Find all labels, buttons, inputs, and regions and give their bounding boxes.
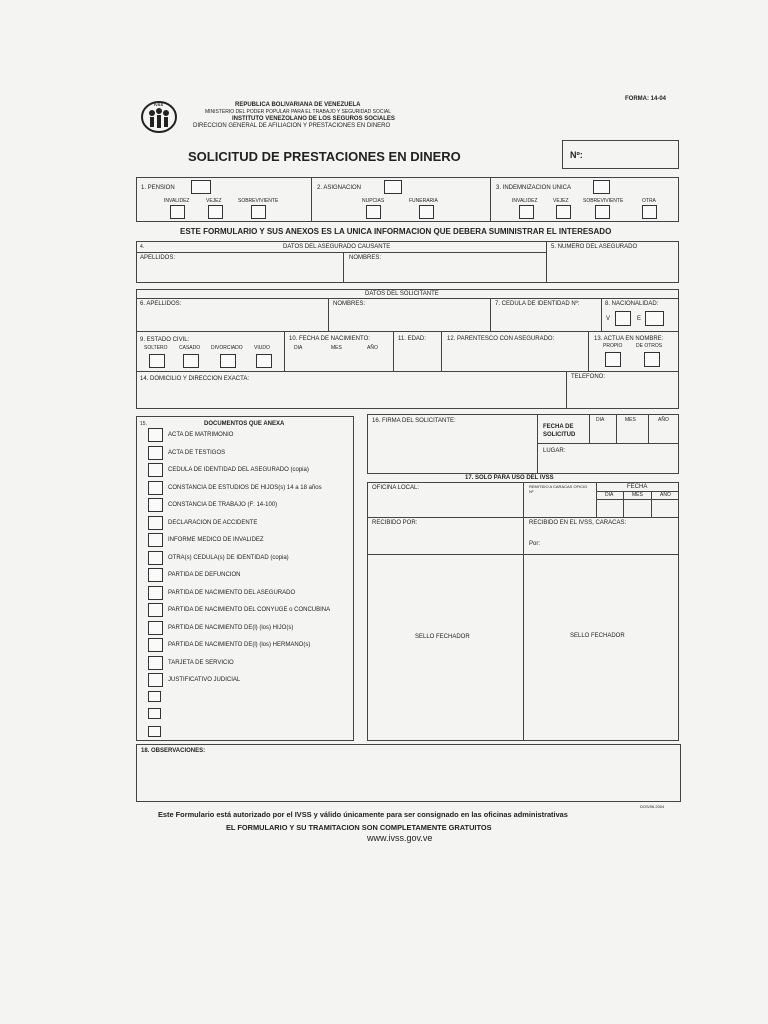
info-banner: ESTE FORMULARIO Y SUS ANEXOS ES LA UNICA INFORMACION QUE DEBERA SUMINISTRAR EL INTERESADO [180,227,612,236]
numero-label: Nº: [570,150,583,160]
pension-opt-sobreviviente: SOBREVIVIENTE [238,198,279,204]
documento-label: OTRA(s) CEDULA(s) DE IDENTIDAD (copia) [168,554,289,561]
documentos-title: DOCUMENTOS QUE ANEXA [204,421,285,427]
asegurado-num: 4. [140,244,145,250]
parentesco-label: 12. PARENTESCO CON ASEGURADO: [447,336,555,342]
documento-label: CONSTANCIA DE TRABAJO (F: 14-100) [168,502,278,508]
header-line-3: INSTITUTO VENEZOLANO DE LOS SEGUROS SOCIALES [232,116,395,122]
sello-fechador-2: SELLO FECHADOR [570,633,625,639]
asignacion-nupcias-checkbox[interactable] [366,205,381,219]
solicitante-apellidos-label: 6. APELLIDOS: [140,301,182,307]
footer-line-2: EL FORMULARIO Y SU TRAMITACION SON COMPLETAMENTE GRATUITOS [226,823,492,832]
documento-checkbox[interactable] [148,463,163,477]
asignacion-opt-funeraria: FUNERARIA [409,198,438,204]
casado-checkbox[interactable] [183,354,199,368]
ivss-logo [140,100,178,134]
recibido-por-label: RECIBIDO POR: [372,520,418,526]
fecha-nac-label: 10. FECHA DE NACIMIENTO: [289,336,370,342]
documento-checkbox[interactable] [148,516,163,530]
documento-checkbox[interactable] [148,638,163,652]
nac-v-label: V [606,316,611,322]
documento-checkbox[interactable] [148,603,163,617]
indem-opt-otra: OTRA [642,198,656,204]
observaciones-label: 18. OBSERVACIONES: [141,748,206,754]
soltero-checkbox[interactable] [149,354,165,368]
asegurado-numero-label: 5. NUMERO DEL ASEGURADO [551,244,638,250]
indemnizacion-checkbox[interactable] [593,180,610,194]
documento-label: PARTIDA DE NACIMIENTO DEL ASEGURADO [168,589,296,596]
pension-label: 1. PENSION [141,185,175,191]
pension-invalidez-checkbox[interactable] [170,205,185,219]
ivss-fecha-ano: AÑO [660,492,671,498]
asegurado-numero-field[interactable] [548,252,677,282]
indemnizacion-label: 3. INDEMNIZACION UNICA [496,185,572,191]
lugar-label: LUGAR: [543,448,566,454]
firma-fecha-field[interactable] [591,425,677,442]
actua-propio: PROPIO [603,343,623,349]
documento-checkbox[interactable] [148,568,163,582]
documento-label: PARTIDA DE DEFUNCION [168,572,241,578]
actua-otros-checkbox[interactable] [644,352,660,367]
firma-label: 16. FIRMA DEL SOLICITANTE: [372,418,456,424]
documento-label: CONSTANCIA DE ESTUDIOS DE HIJOS(s) 14 a 18 años [168,484,322,491]
asignacion-funeraria-checkbox[interactable] [419,205,434,219]
documento-checkbox[interactable] [148,586,163,600]
parentesco-field[interactable] [443,344,586,369]
documento-checkbox[interactable] [148,533,163,547]
documento-checkbox[interactable] [148,726,161,737]
pension-sobreviviente-checkbox[interactable] [251,205,266,219]
documento-label: TARJETA DE SERVICIO [168,659,234,666]
fecha-nac-mes: MES [331,345,342,351]
solicitante-title: DATOS DEL SOLICITANTE [365,291,439,297]
nac-e-checkbox[interactable] [645,311,664,326]
nacionalidad-label: 8. NACIONALIDAD: [605,301,659,307]
observaciones-field[interactable] [138,757,679,800]
indem-vejez-checkbox[interactable] [556,205,571,219]
documento-checkbox[interactable] [148,656,163,670]
solicitante-nombres-label: NOMBRES: [333,301,366,307]
asignacion-opt-nupcias: NUPCIAS [362,198,385,204]
documento-checkbox[interactable] [148,481,163,495]
por-label: Por: [529,541,541,547]
form-code: DOS/06.2004 [640,804,665,809]
estado-divorciado: DIVORCIADO [211,345,243,351]
indem-opt-sobreviviente: SOBREVIVIENTE [583,198,624,204]
documento-checkbox[interactable] [148,446,163,460]
ivss-title: 17. SOLO PARA USO DEL IVSS [465,475,554,481]
asegurado-apellidos-field[interactable] [138,262,341,282]
firma-fecha-dia: DIA [596,417,605,423]
domicilio-label: 14. DOMICILIO Y DIRECCION EXACTA: [140,376,250,382]
forma-code: FORMA: 14-04 [625,96,667,102]
firma-fecha-ano: AÑO [658,417,669,423]
documento-label: PARTIDA DE NACIMIENTO DE(l) (los) HIJO(s) [168,624,294,631]
recibido-caracas-label: RECIBIDO EN EL IVSS, CARACAS: [529,520,627,526]
pension-opt-vejez: VEJEZ [206,198,222,204]
documento-checkbox[interactable] [148,673,163,687]
sello-fechador-1: SELLO FECHADOR [415,634,470,640]
fecha-nac-dia: DIA [294,345,303,351]
fecha-nac-field[interactable] [286,352,391,369]
asegurado-apellidos-label: APELLIDOS: [140,255,176,261]
divorciado-checkbox[interactable] [220,354,236,368]
page-title: SOLICITUD DE PRESTACIONES EN DINERO [188,149,461,164]
telefono-field[interactable] [568,382,677,407]
header-line-4: DIRECCION GENERAL DE AFILIACION Y PRESTACIONES EN DINERO [193,123,391,129]
viudo-checkbox[interactable] [256,354,272,368]
estado-viudo: VIUDO [254,345,270,351]
remitido-label: REMITIDO A CARACAS OFICIO Nº [529,484,588,494]
pension-vejez-checkbox[interactable] [208,205,223,219]
ivss-fecha-mes: MES [632,492,643,498]
lugar-field[interactable] [570,445,677,472]
por-field[interactable] [545,536,677,552]
telefono-label: TELEFONO: [571,374,606,380]
actua-propio-checkbox[interactable] [605,352,621,367]
documento-label: DECLARACION DE ACCIDENTE [168,519,258,526]
firma-field[interactable] [369,426,535,472]
ivss-fecha-field[interactable] [598,501,677,515]
oficina-local-label: OFICINA LOCAL: [372,485,420,491]
fecha-solicitud-label: FECHA DE SOLICITUD [543,424,576,438]
pension-checkbox[interactable] [191,180,211,194]
asignacion-checkbox[interactable] [384,180,402,194]
documento-checkbox[interactable] [148,498,163,512]
numero-box[interactable] [562,140,679,169]
indem-invalidez-checkbox[interactable] [519,205,534,219]
documento-label: PARTIDA DE NACIMIENTO DE(l) (los) HERMANO(s) [168,642,311,648]
logo-text: IVSS [154,102,164,107]
nac-v-checkbox[interactable] [615,311,631,326]
documento-label: INFORME MEDICO DE INVALIDEZ [168,537,264,543]
domicilio-field[interactable] [138,384,564,407]
oficina-local-field[interactable] [369,493,521,515]
recibido-por-field[interactable] [369,528,521,552]
firma-fecha-mes: MES [625,417,636,423]
footer-line-1: Este Formulario está autorizado por el IVSS y válido únicamente para ser consignado en las oficinas administrativas [158,810,568,819]
asegurado-title: DATOS DEL ASEGURADO CAUSANTE [283,244,391,250]
estado-civil-label: 9. ESTADO CIVIL: [140,337,190,343]
asignacion-label: 2. ASIGNACION [317,185,362,191]
asegurado-nombres-label: NOMBRES: [349,255,382,261]
indem-otra-checkbox[interactable] [642,205,657,219]
documento-checkbox[interactable] [148,708,161,719]
header-line-1: REPUBLICA BOLIVARIANA DE VENEZUELA [235,102,361,108]
estado-soltero: SOLTERO [144,345,168,351]
footer-url: www.ivss.gov.ve [367,833,433,843]
documento-label: PARTIDA DE NACIMIENTO DEL CONYUGE o CONCUBINA [168,607,331,613]
documento-checkbox[interactable] [148,551,163,565]
nac-e-label: E [637,316,642,322]
documento-checkbox[interactable] [148,621,163,635]
actua-label: 13. ACTUA EN NOMBRE: [594,336,664,342]
documento-label: JUSTIFICATIVO JUDICIAL [168,677,241,683]
documento-checkbox[interactable] [148,691,161,702]
remitido-field[interactable] [525,496,594,515]
documento-label: CEDULA DE IDENTIDAD DEL ASEGURADO (copia) [168,467,309,473]
documento-label: ACTA DE MATRIMONIO [168,432,234,438]
documentos-num: 15. [140,421,147,427]
actua-otros: DE OTROS [636,343,663,349]
header-line-2: MINISTERIO DEL PODER POPULAR PARA EL TRABAJO Y SEGURIDAD SOCIAL [205,109,391,115]
fecha-nac-ano: AÑO [367,345,378,351]
pension-opt-invalidez: INVALIDEZ [164,198,190,204]
edad-label: 11. EDAD: [398,336,426,342]
estado-casado: CASADO [179,345,201,351]
documento-label: ACTA DE TESTIGOS [168,449,226,456]
indem-opt-vejez: VEJEZ [553,198,569,204]
ivss-fecha-label: FECHA [627,484,648,490]
indem-opt-invalidez: INVALIDEZ [512,198,538,204]
edad-field[interactable] [395,344,439,369]
ivss-fecha-dia: DIA [605,492,614,498]
asegurado-nombres-field[interactable] [345,262,544,282]
indem-sobreviviente-checkbox[interactable] [595,205,610,219]
documento-checkbox[interactable] [148,428,163,442]
cedula-label: 7. CEDULA DE IDENTIDAD Nº: [495,301,580,307]
